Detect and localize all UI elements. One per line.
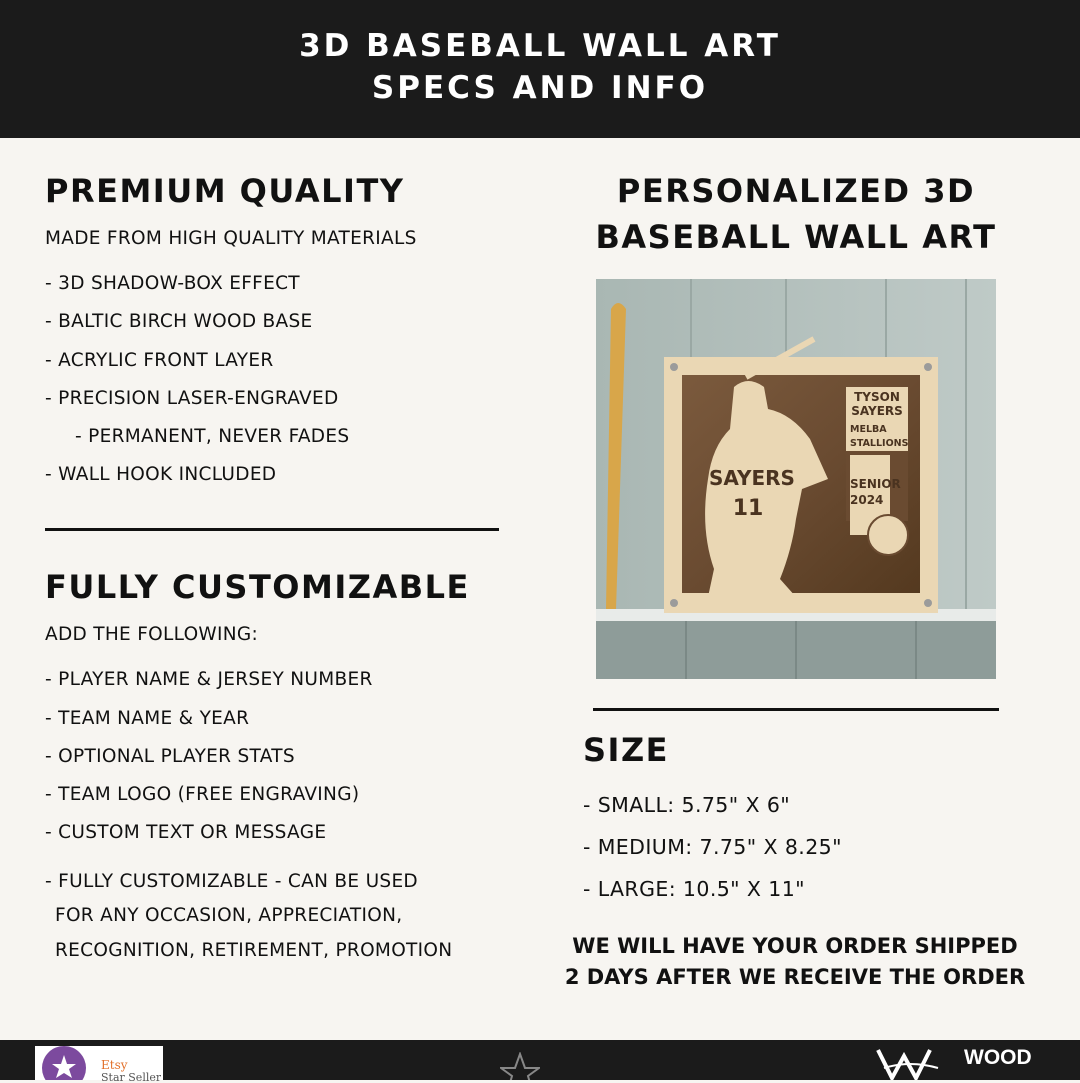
custom-item: - PLAYER NAME & JERSEY NUMBER	[45, 669, 373, 690]
quality-item: - 3D SHADOW-BOX EFFECT	[45, 273, 300, 294]
brand-name: WOOD	[964, 1046, 1032, 1069]
section-divider	[45, 528, 499, 531]
size-divider	[593, 708, 999, 711]
quality-item: - PRECISION LASER-ENGRAVED	[45, 388, 339, 409]
shipping-line2: 2 DAYS AFTER WE RECEIVE THE ORDER	[564, 965, 1026, 989]
size-item: - LARGE: 10.5" X 11"	[583, 877, 805, 901]
size-item: - SMALL: 5.75" X 6"	[583, 793, 791, 817]
custom-note-line: FOR ANY OCCASION, APPRECIATION,	[55, 905, 403, 926]
product-photo	[596, 279, 996, 679]
art-baseball	[868, 515, 908, 555]
etsy-badge-icon	[35, 1046, 95, 1080]
custom-subheading: ADD THE FOLLOWING:	[45, 624, 259, 645]
quality-subheading: MADE FROM HIGH QUALITY MATERIALS	[45, 228, 417, 249]
custom-item: - CUSTOM TEXT OR MESSAGE	[45, 822, 327, 843]
product-heading-line1: PERSONALIZED 3D	[616, 172, 976, 210]
size-item: - MEDIUM: 7.75" X 8.25"	[583, 835, 842, 859]
quality-heading: PREMIUM QUALITY	[45, 172, 405, 210]
custom-note-line: - FULLY CUSTOMIZABLE - CAN BE USED	[45, 871, 418, 892]
etsy-sub-label: Star Seller	[101, 1072, 161, 1083]
product-heading-line2: BASEBALL WALL ART	[595, 218, 997, 256]
size-heading: SIZE	[583, 731, 670, 769]
art-plate-name2: SAYERS	[851, 404, 903, 418]
quality-item: - WALL HOOK INCLUDED	[45, 464, 277, 485]
custom-item: - TEAM LOGO (FREE ENGRAVING)	[45, 784, 360, 805]
art-year1: SENIOR	[850, 477, 901, 491]
page-title-line2: SPECS AND INFO	[371, 70, 709, 106]
art-player-name: SAYERS	[709, 466, 795, 490]
art-year2: 2024	[850, 493, 884, 507]
custom-item: - OPTIONAL PLAYER STATS	[45, 746, 295, 767]
art-jersey-number: 11	[732, 496, 764, 521]
etsy-star-seller-badge	[35, 1046, 163, 1083]
custom-item: - TEAM NAME & YEAR	[45, 708, 250, 729]
star-icon	[500, 1052, 540, 1080]
quality-subitem: - PERMANENT, NEVER FADES	[75, 426, 350, 447]
custom-heading: FULLY CUSTOMIZABLE	[45, 568, 470, 606]
art-plate-name1: TYSON	[854, 390, 900, 404]
brand-logo-icon	[876, 1046, 946, 1080]
page-title-line1: 3D BASEBALL WALL ART	[299, 28, 781, 64]
quality-item: - BALTIC BIRCH WOOD BASE	[45, 311, 313, 332]
quality-item: - ACRYLIC FRONT LAYER	[45, 350, 274, 371]
shipping-line1: WE WILL HAVE YOUR ORDER SHIPPED	[572, 934, 1018, 958]
etsy-label: Etsy	[101, 1058, 128, 1072]
custom-note-line: RECOGNITION, RETIREMENT, PROMOTION	[55, 940, 453, 961]
art-team1: MELBA	[850, 424, 887, 435]
page-header	[0, 0, 1080, 138]
art-team2: STALLIONS	[850, 438, 909, 449]
